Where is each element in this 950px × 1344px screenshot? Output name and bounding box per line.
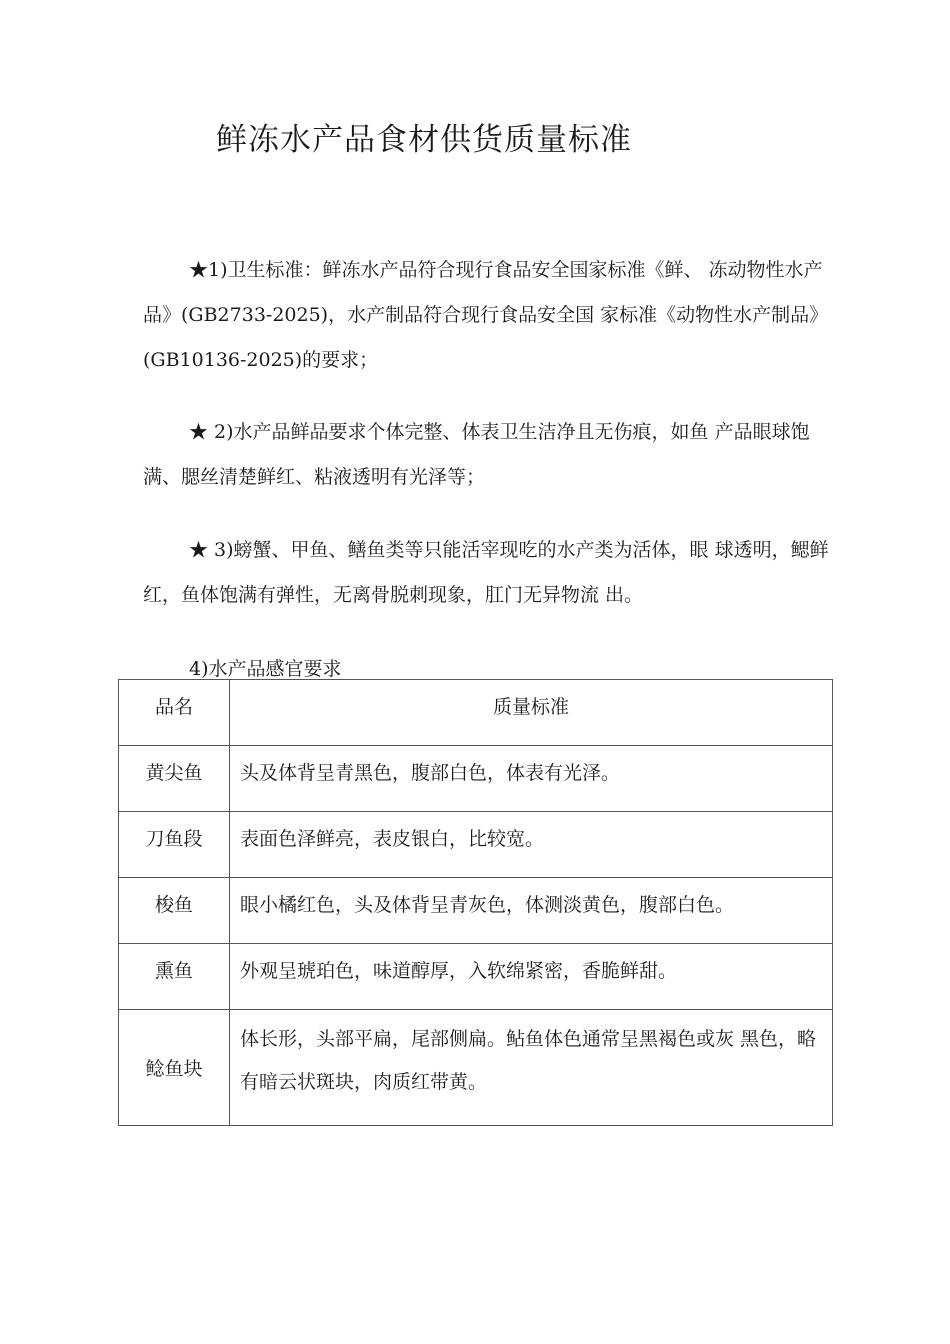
quality-standard-cell: 外观呈琥珀色，味道醇厚，入软绵紧密，香脆鲜甜。 bbox=[230, 944, 833, 1010]
paragraph-hygiene-standard: ★1)卫生标准：鲜冻水产品符合现行食品安全国家标准《鲜、 冻动物性水产品》(GB2733-2025)，水产制品符合现行食品安全国 家标准《动物性水产制品》(GB10136-2025)的要求； bbox=[143, 259, 829, 371]
table-row bbox=[119, 1010, 833, 1126]
table-header-row bbox=[119, 680, 833, 746]
table-row bbox=[119, 746, 833, 812]
product-name-cell: 熏鱼 bbox=[119, 944, 230, 1010]
table-row bbox=[119, 812, 833, 878]
table-row bbox=[119, 878, 833, 944]
paragraph-live-product-requirements: ★ 3)螃蟹、甲鱼、鳝鱼类等只能活宰现吃的水产类为活体，眼 球透明，鳃鲜红，鱼体饱满有弹性，无离骨脱刺现象，肛门无异物流 出。 bbox=[143, 539, 829, 606]
product-name-cell: 梭鱼 bbox=[119, 878, 230, 944]
header-quality-standard: 质量标准 bbox=[230, 680, 833, 746]
sensory-requirements-table bbox=[118, 679, 833, 1126]
product-name-cell: 刀鱼段 bbox=[119, 812, 230, 878]
quality-standard-cell: 体长形，头部平扁，尾部侧扁。鲇鱼体色通常呈黑褐色或灰 黑色，略有暗云状斑块，肉质红带黄。 bbox=[230, 1010, 833, 1126]
document-title: 鲜冻水产品食材供货质量标准 bbox=[216, 122, 632, 158]
paragraph-fresh-product-requirements: ★ 2)水产品鲜品要求个体完整、体表卫生洁净且无伤痕，如鱼 产品眼球饱满、腮丝清楚鲜红、粘液透明有光泽等； bbox=[143, 421, 810, 488]
product-name-cell: 鲶鱼块 bbox=[119, 1010, 230, 1126]
quality-standard-cell: 头及体背呈青黑色，腹部白色，体表有光泽。 bbox=[230, 746, 833, 812]
quality-standard-cell: 眼小橘红色，头及体背呈青灰色，体测淡黄色，腹部白色。 bbox=[230, 878, 833, 944]
table-row bbox=[119, 944, 833, 1010]
table-caption: 4)水产品感官要求 bbox=[189, 658, 342, 680]
header-product-name: 品名 bbox=[119, 680, 230, 746]
product-name-cell: 黄尖鱼 bbox=[119, 746, 230, 812]
quality-standard-cell: 表面色泽鲜亮，表皮银白，比较宽。 bbox=[230, 812, 833, 878]
